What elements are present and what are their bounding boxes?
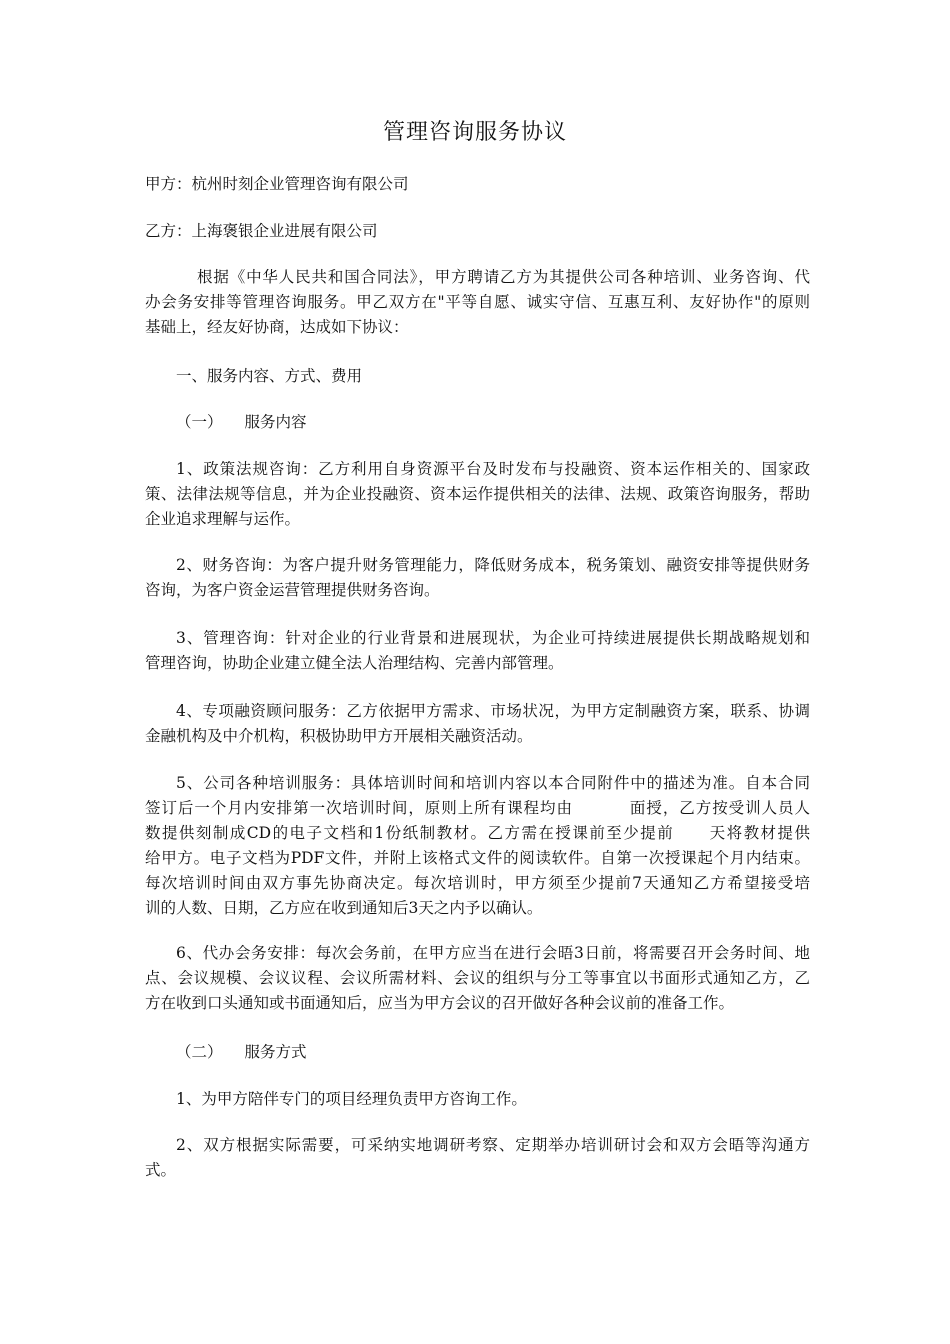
item-5-paragraph <box>145 771 810 921</box>
item-5-line-3b: 天将教材提供 <box>708 824 810 842</box>
subsection-1-heading <box>176 410 841 435</box>
method-2-line-1: 2、双方根据实际需要，可采纳实地调研考察、定期举办培训研讨会和双方会晤等沟通方 <box>176 1136 810 1154</box>
item-4-paragraph <box>145 699 810 749</box>
item-5-line-1: 5、公司各种培训服务：具体培训时间和培训内容以本合同附件中的描述为准。自本合同 <box>176 774 810 792</box>
item-4-line-2: 金融机构及中介机构，积极协助甲方开展相关融资活动。 <box>145 727 533 745</box>
intro-line-3: 基础上，经友好协商，达成如下协议： <box>145 318 409 336</box>
item-5-line-3 <box>145 821 810 846</box>
item-3-paragraph <box>145 626 810 676</box>
item-1-line-2: 策、法律法规等信息，并为企业投融资、资本运作提供相关的法律、法规、政策咨询服务，帮助 <box>145 485 810 503</box>
method-2-line-2: 式。 <box>145 1161 177 1179</box>
item-5-line-4: 给甲方。电子文档为PDF文件，并附上该格式文件的阅读软件。自第一次授课起个月内结束。 <box>145 849 810 867</box>
item-6-line-1: 6、代办会务安排：每次会务前，在甲方应当在进行会晤3日前，将需要召开会务时间、地 <box>176 944 810 962</box>
item-5-line-2 <box>145 796 810 821</box>
item-1-line-3: 企业追求理解与运作。 <box>145 510 301 528</box>
item-6-line-2: 点、会议规模、会议议程、会议所需材料、会议的组织与分工等事宜以书面形式通知乙方，乙 <box>145 969 810 987</box>
subsection-2-heading <box>176 1040 841 1065</box>
subsection-1-title: 服务内容 <box>244 413 307 431</box>
item-6-line-3: 方在收到口头通知或书面通知后，应当为甲方会议的召开做好各种会议前的准备工作。 <box>145 994 735 1012</box>
item-5-line-6: 训的人数、日期，乙方应在收到通知后3天之内予以确认。 <box>145 899 543 917</box>
item-3-line-2: 管理咨询，协助企业建立健全法人治理结构、完善内部管理。 <box>145 654 564 672</box>
item-5-line-5: 每次培训时间由双方事先协商决定。每次培训时，甲方须至少提前7天通知乙方希望接受培 <box>145 874 810 892</box>
item-2-line-2: 咨询，为客户资金运营管理提供财务咨询。 <box>145 581 440 599</box>
item-5-line-2a: 签订后一个月内安排第一次培训时间，原则上所有课程均由 <box>145 799 573 817</box>
intro-line-1: 根据《中华人民共和国合同法》，甲方聘请乙方为其提供公司各种培训、业务咨询、代 <box>197 268 810 286</box>
intro-line-2: 办会务安排等管理咨询服务。甲乙双方在"平等自愿、诚实守信、互惠互利、友好协作"的原则 <box>145 293 810 311</box>
section-1-heading: 一、服务内容、方式、费用 <box>176 367 363 385</box>
item-5-line-2b: 面授，乙方按受训人员人 <box>628 799 810 817</box>
document-title: 管理咨询服务协议 <box>382 120 567 145</box>
item-3-line-1: 3、管理咨询：针对企业的行业背景和进展现状，为企业可持续进展提供长期战略规划和 <box>176 629 810 647</box>
item-1-line-1: 1、政策法规咨询：乙方利用自身资源平台及时发布与投融资、资本运作相关的、国家政 <box>176 460 810 478</box>
party-b: 乙方：上海褒银企业进展有限公司 <box>145 222 378 240</box>
subsection-2-number: （二） <box>176 1043 223 1061</box>
subsection-1-number: （一） <box>176 413 223 431</box>
subsection-2-title: 服务方式 <box>244 1043 307 1061</box>
item-1-paragraph <box>145 457 810 532</box>
party-a: 甲方：杭州时刻企业管理咨询有限公司 <box>145 175 409 193</box>
item-2-paragraph <box>145 553 810 603</box>
item-5-line-3a: 数提供刻制成CD的电子文档和1份纸制教材。乙方需在授课前至少提前 <box>145 824 675 842</box>
item-2-line-1: 2、财务咨询：为客户提升财务管理能力，降低财务成本，税务策划、融资安排等提供财务 <box>176 556 810 574</box>
method-1: 1、为甲方陪伴专门的项目经理负责甲方咨询工作。 <box>176 1090 527 1108</box>
item-6-paragraph <box>145 941 810 1016</box>
intro-paragraph <box>145 265 810 340</box>
item-4-line-1: 4、专项融资顾问服务：乙方依据甲方需求、市场状况，为甲方定制融资方案，联系、协调 <box>176 702 810 720</box>
method-2-paragraph <box>145 1133 810 1183</box>
